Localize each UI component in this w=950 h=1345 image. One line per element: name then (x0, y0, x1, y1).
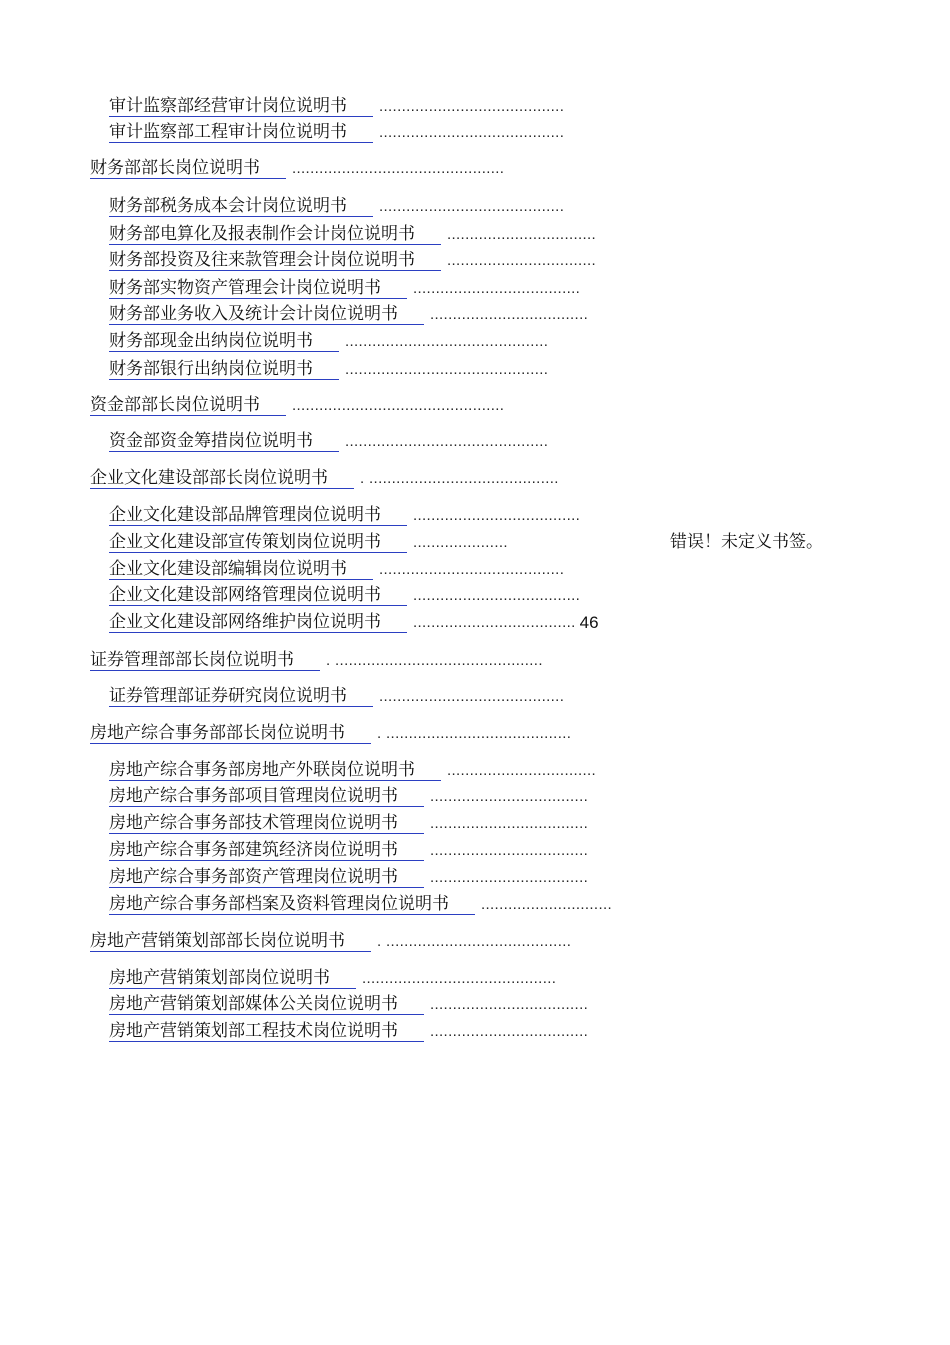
toc-entry-level2[interactable] (109, 304, 588, 326)
toc-entry-level1[interactable] (90, 723, 571, 745)
toc-entry-title-link[interactable]: 房地产综合事务部部长岗位说明书 (90, 723, 371, 744)
toc-entry-title-link[interactable]: 财务部电算化及报表制作会计岗位说明书 (109, 224, 441, 245)
toc-dot-leader: ......................................... (379, 561, 565, 578)
toc-entry-title-link[interactable]: 财务部现金出纳岗位说明书 (109, 331, 339, 352)
toc-dot-leader: ..................................... (413, 507, 581, 524)
toc-entry-title-link[interactable]: 财务部税务成本会计岗位说明书 (109, 196, 373, 217)
toc-entry-level2[interactable] (109, 994, 588, 1016)
toc-entry-level1[interactable] (90, 931, 571, 953)
toc-entry-level2[interactable] (109, 431, 548, 453)
toc-entry-title-link[interactable]: 房地产营销策划部媒体公关岗位说明书 (109, 994, 424, 1015)
toc-dot-leader: ................................... (430, 842, 589, 859)
toc-dot-leader: ................................. (447, 226, 597, 243)
toc-entry-level1[interactable] (90, 468, 559, 490)
toc-entry-title-link[interactable]: 财务部银行出纳岗位说明书 (109, 359, 339, 380)
toc-entry-title-link[interactable]: 房地产营销策划部工程技术岗位说明书 (109, 1021, 424, 1042)
toc-dot-leader: . ......................................... (377, 933, 572, 950)
toc-entry-title-link[interactable]: 企业文化建设部品牌管理岗位说明书 (109, 505, 407, 526)
toc-dot-leader: ......................................... (379, 124, 565, 141)
toc-entry-title-link[interactable]: 房地产综合事务部档案及资料管理岗位说明书 (109, 894, 475, 915)
toc-entry-title-link[interactable]: 财务部投资及往来款管理会计岗位说明书 (109, 250, 441, 271)
toc-entry-level2[interactable] (109, 278, 580, 300)
toc-entry-title-link[interactable]: 企业文化建设部部长岗位说明书 (90, 468, 354, 489)
toc-entry-title-link[interactable]: 房地产综合事务部项目管理岗位说明书 (109, 786, 424, 807)
toc-entry-level2[interactable] (109, 196, 564, 218)
toc-entry-level2[interactable] (109, 585, 580, 607)
toc-entry-level2[interactable] (109, 760, 596, 782)
toc-entry-level2[interactable] (109, 359, 548, 381)
toc-dot-leader: ................................. (447, 252, 597, 269)
toc-entry-title-link[interactable]: 财务部部长岗位说明书 (90, 158, 286, 179)
toc-entry-level2[interactable] (109, 894, 612, 916)
toc-entry-level1[interactable] (90, 395, 504, 417)
toc-entry-level2[interactable] (109, 968, 556, 990)
toc-dot-leader: ......................................... (379, 198, 565, 215)
toc-dot-leader: ............................................... (292, 160, 505, 177)
toc-dot-leader: ................................... (430, 996, 589, 1013)
toc-entry-level2[interactable] (109, 331, 548, 353)
toc-entry-level1[interactable] (90, 650, 543, 672)
toc-entry-title-link[interactable]: 审计监察部经营审计岗位说明书 (109, 96, 373, 117)
toc-dot-leader: ................................... (430, 815, 589, 832)
toc-entry-level2[interactable] (109, 786, 588, 808)
toc-entry-level2[interactable] (109, 867, 588, 889)
toc-dot-leader: ............................................. (345, 361, 549, 378)
toc-entry-title-link[interactable]: 证券管理部证券研究岗位说明书 (109, 686, 373, 707)
toc-entry-title-link[interactable]: 房地产营销策划部岗位说明书 (109, 968, 356, 989)
toc-entry-level2[interactable] (109, 505, 580, 527)
toc-page-number: 46 (579, 613, 599, 632)
toc-dot-leader: ................................... (430, 788, 589, 805)
toc-entry-level2[interactable] (109, 1021, 588, 1043)
toc-entry-title-link[interactable]: 审计监察部工程审计岗位说明书 (109, 122, 373, 143)
toc-entry-title-link[interactable]: 企业文化建设部网络维护岗位说明书 (109, 612, 407, 633)
toc-dot-leader: ............................................... (292, 397, 505, 414)
toc-entry-title-link[interactable]: 房地产综合事务部房地产外联岗位说明书 (109, 760, 441, 781)
toc-entry-level2[interactable] (109, 96, 564, 118)
toc-entry-level2[interactable] (109, 224, 596, 246)
toc-dot-leader: . .......................................... (360, 470, 559, 487)
toc-entry-title-link[interactable]: 资金部资金筹措岗位说明书 (109, 431, 339, 452)
toc-dot-leader: ..................................... (413, 587, 581, 604)
toc-entry-title-link[interactable]: 证券管理部部长岗位说明书 (90, 650, 320, 671)
toc-dot-leader: ................................... (430, 1023, 589, 1040)
toc-entry-title-link[interactable]: 资金部部长岗位说明书 (90, 395, 286, 416)
toc-dot-leader: . .............................................. (326, 652, 543, 669)
toc-entry-title-link[interactable]: 房地产综合事务部技术管理岗位说明书 (109, 813, 424, 834)
toc-entry-level2[interactable] (109, 612, 599, 634)
toc-dot-leader: ..................................... (413, 280, 581, 297)
toc-entry-level2[interactable] (109, 686, 564, 708)
toc-entry-title-link[interactable]: 房地产综合事务部资产管理岗位说明书 (109, 867, 424, 888)
toc-entry-title-link[interactable]: 房地产综合事务部建筑经济岗位说明书 (109, 840, 424, 861)
toc-dot-leader: ................................... (430, 869, 589, 886)
toc-entry-title-link[interactable]: 企业文化建设部编辑岗位说明书 (109, 559, 373, 580)
toc-dot-leader: .................................... (413, 614, 576, 631)
toc-entry-level2[interactable] (109, 813, 588, 835)
toc-entry-title-link[interactable]: 企业文化建设部网络管理岗位说明书 (109, 585, 407, 606)
toc-entry-level2[interactable] (109, 532, 508, 554)
toc-entry-level1[interactable] (90, 158, 504, 180)
toc-entry-level2[interactable] (109, 559, 564, 581)
toc-entry-title-link[interactable]: 财务部业务收入及统计会计岗位说明书 (109, 304, 424, 325)
toc-dot-leader: . ......................................... (377, 725, 572, 742)
toc-entry-title-link[interactable]: 财务部实物资产管理会计岗位说明书 (109, 278, 407, 299)
bookmark-error-note: 错误！未定义书签。 (670, 532, 823, 552)
toc-entry-title-link[interactable]: 企业文化建设部宣传策划岗位说明书 (109, 532, 407, 553)
toc-dot-leader: ................................. (447, 762, 597, 779)
toc-dot-leader: ..................... (413, 534, 508, 551)
toc-dot-leader: ............................. (481, 896, 613, 913)
toc-dot-leader: ............................................. (345, 433, 549, 450)
toc-entry-level2[interactable] (109, 250, 596, 272)
toc-entry-level2[interactable] (109, 840, 588, 862)
toc-entry-level2[interactable] (109, 122, 564, 144)
toc-dot-leader: ......................................... (379, 688, 565, 705)
toc-dot-leader: ............................................. (345, 333, 549, 350)
toc-dot-leader: ......................................... (379, 98, 565, 115)
toc-dot-leader: ................................... (430, 306, 589, 323)
toc-dot-leader: ........................................... (362, 970, 557, 987)
toc-entry-title-link[interactable]: 房地产营销策划部部长岗位说明书 (90, 931, 371, 952)
